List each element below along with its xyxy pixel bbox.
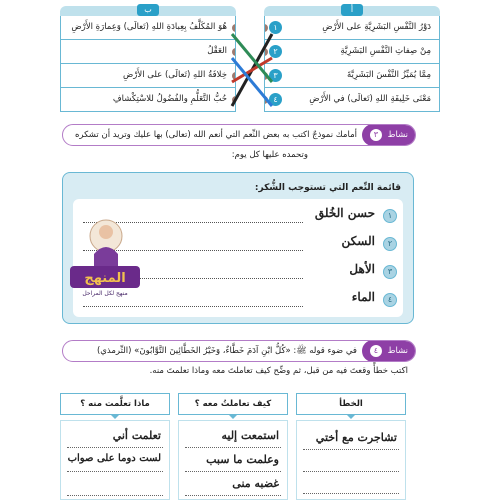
answer-line (67, 495, 163, 496)
table-header-handling: كيف تعاملتُ معه ؟ (178, 393, 288, 415)
match-item-b3[interactable] (60, 64, 236, 88)
match-line-2 (232, 58, 272, 82)
matching-column-a (264, 6, 440, 112)
table-header-learned: ماذا تعلَّمت منه ؟ (60, 393, 170, 415)
table-header-mistake: الخطأ (296, 393, 406, 415)
match-item-text: العَقْلُ (207, 46, 227, 56)
handwritten-answer: السكن (341, 234, 375, 248)
badge-label: نشاط (387, 130, 409, 140)
matching-column-b (60, 6, 236, 112)
answer-line (67, 471, 163, 472)
match-item-a4[interactable] (264, 88, 440, 112)
match-item-a3[interactable] (264, 64, 440, 88)
table-column-learned[interactable] (60, 420, 170, 500)
handwritten-answer: الأهل (349, 262, 375, 276)
match-item-number: ٤ (269, 93, 282, 106)
match-item-text: حُبُّ التَّعَلُّمِ والفُضُولُ للاسْتِكْشافِ (112, 94, 227, 104)
match-item-text: مِمَّا يُمَيِّزُ النَّفْسَ البَشَرِيَّةَ (346, 70, 431, 80)
matching-lines (228, 22, 276, 118)
handwritten-answer: حسن الخُلق (314, 206, 375, 220)
match-item-b2[interactable] (60, 40, 236, 64)
activity-number: ٣ (370, 129, 382, 141)
match-item-b1[interactable] (60, 16, 236, 40)
handwritten-answer: لست دوما على صواب (67, 453, 161, 464)
match-line-4 (232, 58, 272, 106)
match-item-text: دَوْرُ النَّفْسِ البَشَرِيَّةِ على الأَرْضِ (322, 22, 431, 32)
activity-text: أمامك نموذجٌ اكتب به بعض النِّعم التي أنعم الله (تعالى) بها عليك وتريد أن تشكره (74, 130, 357, 140)
answer-line (303, 471, 399, 472)
handwritten-answer: الماء (351, 290, 375, 304)
activity-instruction-1 (62, 124, 416, 146)
logo-text: المنهج (84, 271, 126, 286)
logo-subtext: منهج لكل المراحل (82, 290, 128, 297)
column-a-tag: أ (341, 4, 363, 16)
list-number: ٣ (383, 265, 397, 279)
answer-line (185, 447, 281, 448)
column-a-header (264, 6, 440, 16)
match-item-b4[interactable] (60, 88, 236, 112)
handwritten-answer: وعلمت ما سبب (206, 453, 279, 466)
handwritten-answer: استمعت إليه (221, 429, 279, 442)
answer-line (83, 306, 303, 307)
match-item-number: ٢ (269, 45, 282, 58)
handwritten-answer: تعلمت أني (112, 429, 161, 442)
activity-badge (362, 124, 416, 146)
answer-line (303, 449, 399, 450)
badge-label: نشاط (387, 346, 409, 356)
match-item-a2[interactable] (264, 40, 440, 64)
match-item-a1[interactable] (264, 16, 440, 40)
list-number: ١ (383, 209, 397, 223)
match-item-text: مَعْنَى خَلِيفَةِ اللهِ (تَعالَى) في الأَرْضِ (309, 94, 431, 104)
match-line-3 (232, 34, 272, 82)
column-b-tag: ب (137, 4, 159, 16)
activity-text-line2: اكتب خطأً وقعتَ فيه من قبل، ثم وضِّح كيف تعاملتَ معه وماذا تعلمتَ منه. (149, 366, 408, 376)
activity-instruction-2 (62, 340, 416, 362)
answer-line (303, 493, 399, 494)
match-item-number: ٣ (269, 69, 282, 82)
match-item-text: خِلافَةُ اللهِ (تَعالَى) على الأَرْضِ (122, 70, 227, 80)
match-item-number: ١ (269, 21, 282, 34)
list-number: ٢ (383, 237, 397, 251)
blessings-title: قائمة النِّعم التي تستوجب الشُّكر: (254, 183, 401, 193)
handwritten-answer: غضبه منى (232, 477, 279, 490)
handwritten-answer: تشاجرت مع أختي (315, 431, 397, 444)
column-b-header (60, 6, 236, 16)
table-column-handling[interactable] (178, 420, 288, 500)
answer-line (185, 471, 281, 472)
match-item-text: هُوَ المُكَلَّفُ بِعِبادَةِ اللهِ (تَعالَى) وَعِمارَةِ الأَرْضِ (71, 22, 227, 32)
activity-number: ٤ (370, 345, 382, 357)
table-column-mistake[interactable] (296, 420, 406, 500)
activity-text-line2: وتحمده عليها كل يوم: (231, 150, 308, 160)
activity-text: في ضوء قوله ﷺ: «كُلُّ ابْنِ آدَمَ خَطَّاءٌ، وَخَيْرُ الخَطَّائِينَ التَّوَّابُونَ» (التِّرمذي) (96, 346, 357, 356)
activity-badge (362, 340, 416, 362)
match-item-text: مِنْ صِفاتِ النَّفْسِ البَشَرِيَّةِ (340, 46, 431, 56)
answer-line (67, 447, 163, 448)
answer-line (185, 495, 281, 496)
list-number: ٤ (383, 293, 397, 307)
almanhaj-logo (66, 214, 144, 298)
